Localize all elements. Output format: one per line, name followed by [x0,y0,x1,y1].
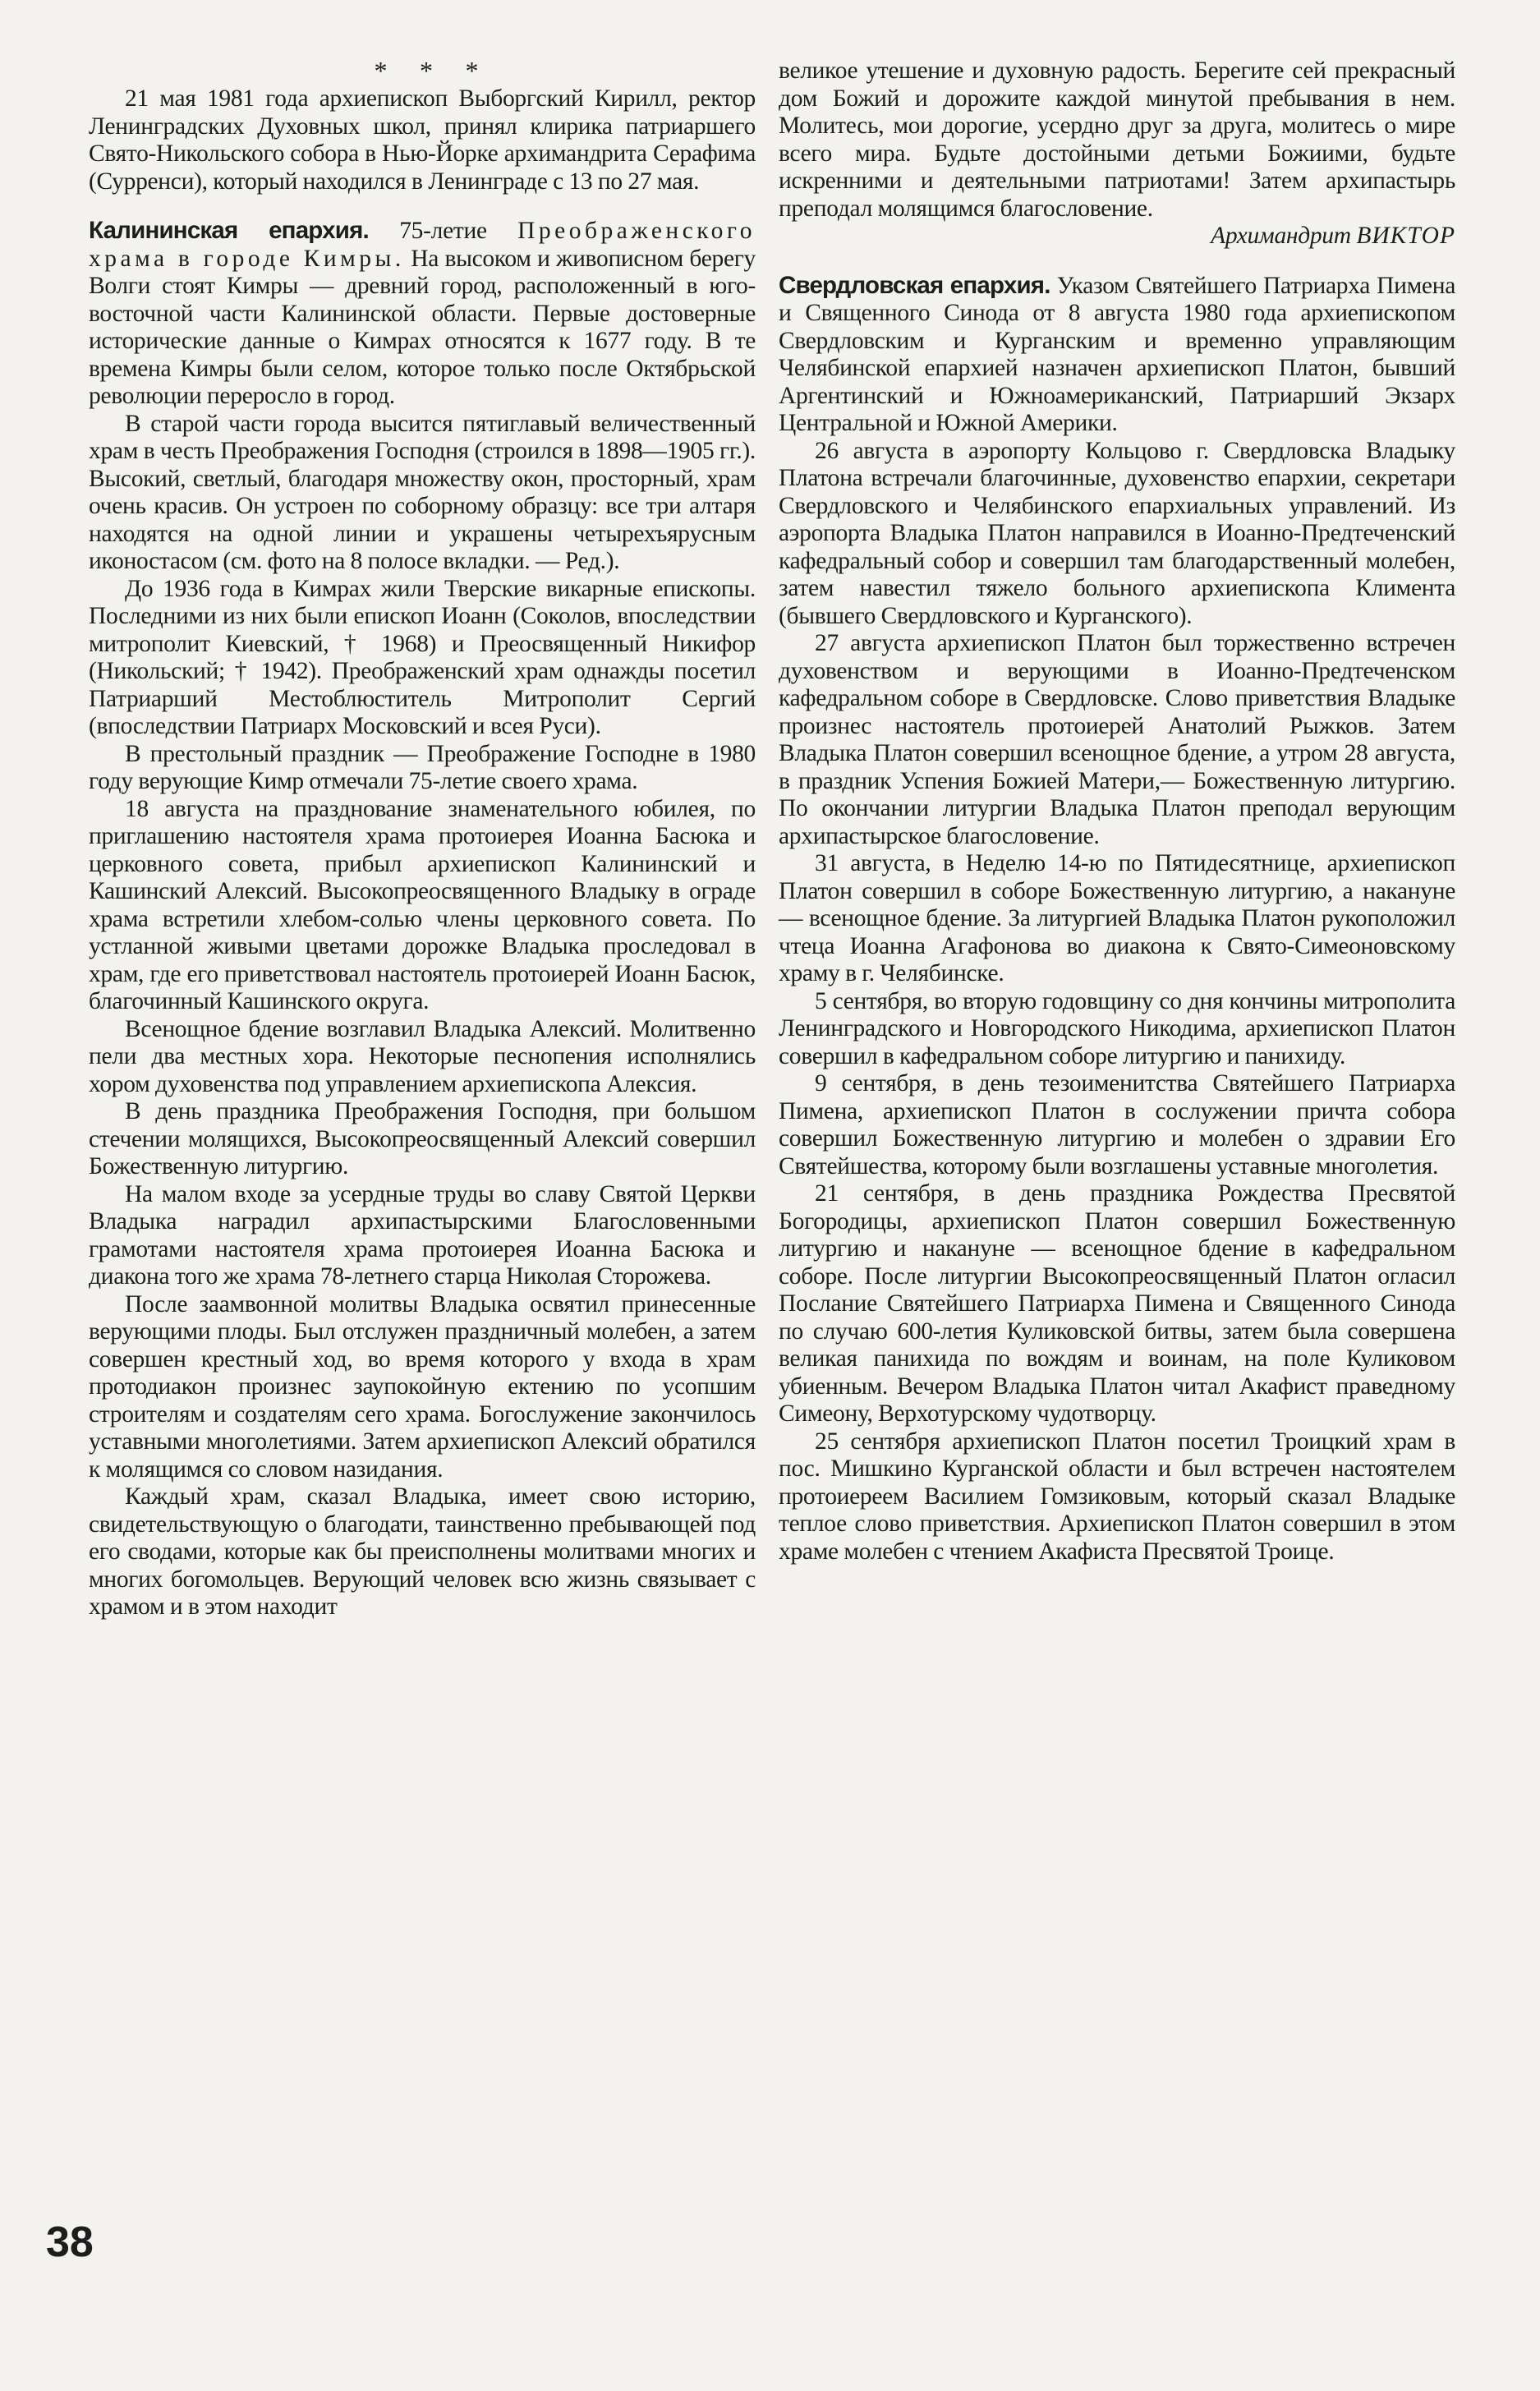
paragraph-continuation: великое утешение и духовную радость. Берегите сей прекрасный дом Божий и дорожите каждой минутой пребывания в нем. Молитесь, мои дорогие, усердно друг за друга, молитесь о мире всего мира. Будьте достойными детьми Божиими, будьте искренними и деятельными патриотами! Затем архипастырь преподал молящимся благословение. [779,57,1455,222]
paragraph-kirill-visit: 21 мая 1981 года архиепископ Выборгский Кирилл, ректор Ленинградских Духовных школ, принял клирика патриаршего Свято-Никольского собора в Нью-Йорке архимандрита Серафима (Сурренси), который находился в Ленинграде с 13 по 27 мая. [89,85,756,195]
sverdlovsk-intro-text: Указом Святейшего Патриарха Пимена и Священного Синода от 8 августа 1980 года архиепископом Свердловским и Курганским и временно управляющим Челябинской епархией назначен архиепископ Платон, бывший Аргентинский и Южноамериканский, Патриарший Экзарх Центральной и Южной Америки. [779,272,1456,436]
section-heading-sverdlovsk: Свердловская епархия. [779,271,1050,299]
paragraph-kalinin-intro [89,217,756,411]
section-separator: * * * [374,56,492,85]
section-heading-kalinin: Калининская епархия. [89,217,369,244]
paragraph-awards: На малом входе за усердные труды во славу Святой Церкви Владыка наградил архипастырскими Благословенными грамотами настоятеля храма протоиерея Иоанна Басюка и диакона того же храма 78-летнего старца Николая Сторожева. [89,1180,756,1290]
right-column [779,57,1455,1566]
paragraph-18-august: 18 августа на празднование знаменательного юбилея, по приглашению настоятеля храма протоиерея Иоанна Басюка и церковного совета, прибыл архиепископ Калининский и Кашинский Алексий. Высокопреосвященного Владыку в ограде храма встретили хлебом-солью члены церковного совета. По устланной живыми цветами дорожке Владыка проследовал в храм, где его приветствовал настоятель протоиерей Иоанн Басюк, благочинный Кашинского округа. [89,795,756,1014]
paragraph-procession: После заамвонной молитвы Владыка освятил принесенные верующими плоды. Был отслужен праздничный молебен, а затем совершен крестный ход, во время которого у входа в храм протодиакон произнес заупокойную ектению по усопшим строителям и создателям сего храма. Богослужение закончилось уставными многолетиями. Затем архиепископ Алексий обратился к молящимся со словом назидания. [89,1290,756,1483]
paragraph-21-september: 21 сентября, в день праздника Рождества Пресвятой Богородицы, архиепископ Платон совершил Божественную литургию и накануне — всенощное бдение в кафедральном соборе. После литургии Высокопреосвященный Платон огласил Послание Святейшего Патриарха Пимена и Священного Синода по случаю 600-летия Куликовской битвы, затем была совершена великая панихида по вождям и воинам, на поле Куликовом убиенным. Вечером Владыка Платон читал Акафист праведному Симеону, Верхотурскому чудотворцу. [779,1180,1455,1427]
paragraph-25-september: 25 сентября архиепископ Платон посетил Троицкий храм в пос. Мишкино Курганской области и был встречен настоятелем протоиереем Василием Гомзиковым, который сказал Владыке теплое слово приветствия. Архиепископ Платон совершил в этом храме молебен с чтением Акафиста Пресвятой Троице. [779,1428,1455,1565]
paragraph-27-august: 27 августа архиепископ Платон был торжественно встречен духовенством и верующими в Иоанно-Предтеченском кафедральном соборе в Свердловске. Слово приветствия Владыке произнес настоятель протоиерей Анатолий Рыжков. Затем Владыка Платон совершил всенощное бдение, а утром 28 августа, в праздник Успения Божией Матери,— Божественную литургию. По окончании литургии Владыка Платон преподал верующим архипастырское благословение. [779,630,1455,849]
anniversary-title: Преображенского храма в городе Кимры. [89,218,756,272]
paragraph-9-september: 9 сентября, в день тезоименитства Святейшего Патриарха Пимена, архиепископ Платон в сослужении причта собора совершил Божественную литургию и молебен о здравии Его Святейшества, которому были возглашены уставные многолетия. [779,1070,1455,1179]
kalinin-intro-text: На высоком и живописном берегу Волги стоят Кимры — древний город, расположенный в юго-восточной части Калининской области. Первые достоверные исторические данные о Кимрах относятся к 1677 году. В те времена Кимры были селом, которое только после Октябрьской революции переросло в город. [89,245,756,409]
paragraph-vigil: Всенощное бдение возглавил Владыка Алексий. Молитвенно пели два местных хора. Некоторые песнопения исполнялись хором духовенства под управлением архиепископа Алексия. [89,1015,756,1097]
left-column [89,57,756,1621]
paragraph-5-september: 5 сентября, во вторую годовщину со дня кончины митрополита Ленинградского и Новгородского Никодима, архиепископ Платон совершил в кафедральном соборе литургию и панихиду. [779,987,1455,1069]
paragraph-bishops-1936: До 1936 года в Кимрах жили Тверские викарные епископы. Последними из них были епископ Иоанн (Соколов, впоследствии митрополит Киевский, † 1968) и Преосвященный Никифор (Никольский; † 1942). Преображенский храм однажды посетил Патриарший Местоблюститель Митрополит Сергий (впоследствии Патриарх Московский и всея Руси). [89,575,756,739]
paragraph-church-description: В старой части города высится пятиглавый величественный храм в честь Преображения Господня (строился в 1898—1905 гг.). Высокий, светлый, благодаря множеству окон, просторный, храм очень красив. Он устроен по соборному образцу: все три алтаря находятся на одной линии и украшены четырехъярусным иконостасом (см. фото на 8 полосе вкладки. — Ред.). [89,410,756,574]
paragraph-transfiguration: В день праздника Преображения Господня, при большом стечении молящихся, Высокопреосвященный Алексий совершил Божественную литургию. [89,1098,756,1179]
paragraph-feast: В престольный праздник — Преображение Господне в 1980 году верующие Кимр отмечали 75-летие своего храма. [89,740,756,794]
signature-title: Архимандрит [1211,223,1351,249]
page-number: 38 [46,2219,94,2266]
paragraph-31-august: 31 августа, в Неделю 14-ю по Пятидесятнице, архиепископ Платон совершил в соборе Божественную литургию, а накануне — всенощное бдение. За литургией Владыка Платон рукоположил чтеца Иоанна Агафонова во диакона к Свято-Симеоновскому храму в г. Челябинске. [779,850,1455,986]
signature-name: ВИКТОР [1356,223,1455,249]
paragraph-26-august: 26 августа в аэропорту Кольцово г. Свердловска Владыку Платона встречали благочинные, духовенство епархии, секретари Свердловского и Челябинского епархиальных управлений. Из аэропорта Владыка Платон направился в Иоанно-Предтеченский кафедральный собор и совершил там благодарственный молебен, затем навестил тяжело больного архиепископа Климента (бывшего Свердловского и Курганского). [779,437,1455,629]
signature [779,223,1455,251]
anniversary-number: 75-летие [399,218,487,244]
paragraph-church-history: Каждый храм, сказал Владыка, имеет свою историю, свидетельствующую о благодати, таинственно пребывающей под его сводами, которые как бы преисполнены молитвами многих и многих богомольцев. Верующий человек всю жизнь связывает с храмом и в этом находит [89,1483,756,1620]
paragraph-sverdlovsk-intro [779,272,1455,438]
